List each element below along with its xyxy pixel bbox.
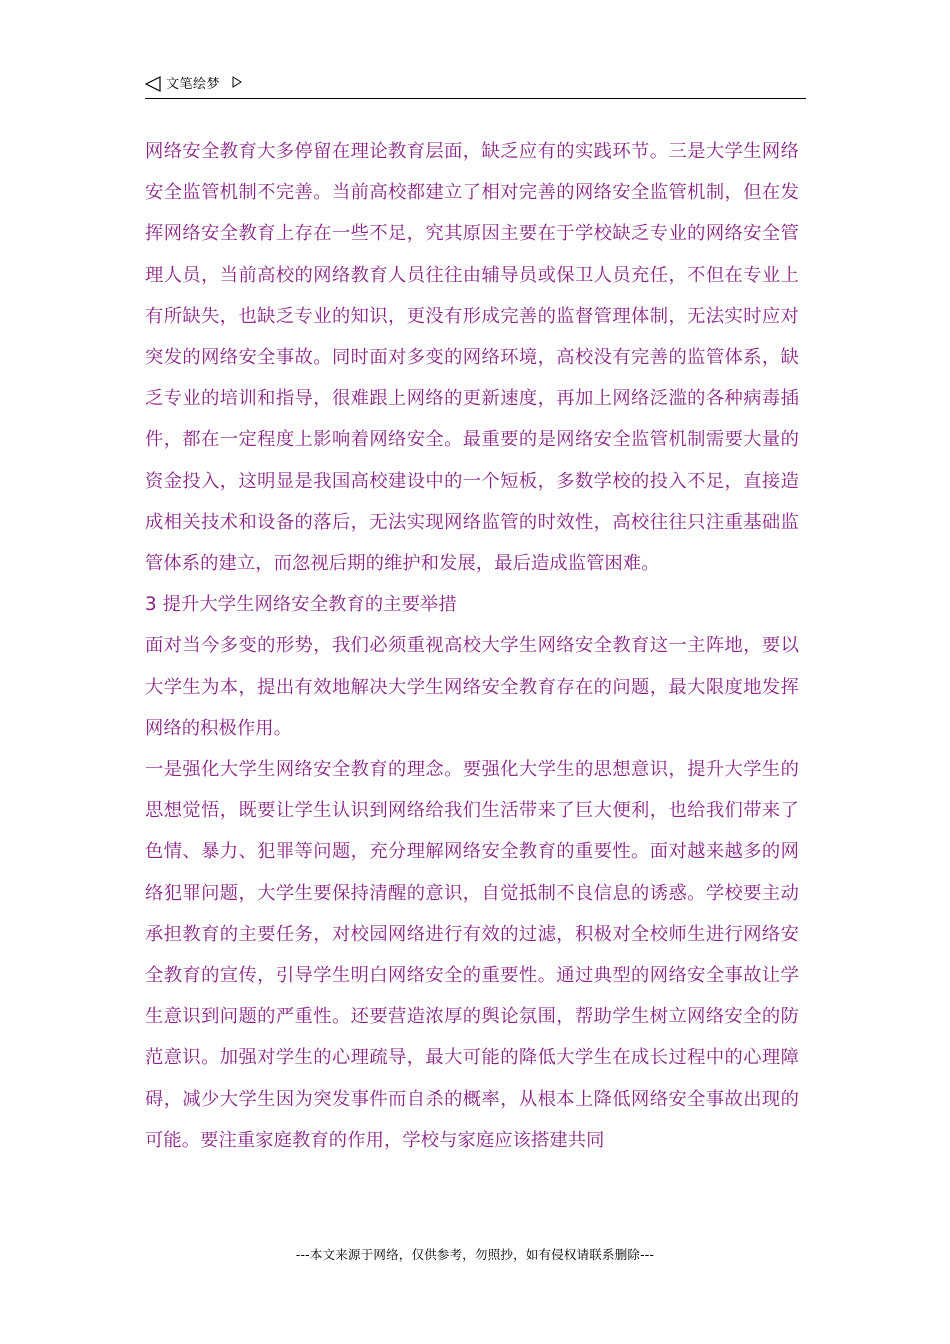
paragraph-monitoring-issues: 网络安全教育大多停留在理论教育层面，缺乏应有的实践环节。三是大学生网络安全监管机制不完善。当前高校都建立了相对完善的网络安全监管机制，但在发挥网络安全教育上存在一些不足，究其原因主要在于学校缺乏专业的网络安全管理人员，当前高校的网络教育人员往往由辅导员或保卫人员充任，不但在专业上有所缺失，也缺乏专业的知识，更没有形成完善的监督管理体制，无法实时应对突发的网络安全事故。同时面对多变的网络环境，高校没有完善的监管体系，缺乏专业的培训和指导，很难跟上网络的更新速度，再加上网络泛滥的各种病毒插件，都在一定程度上影响着网络安全。最重要的是网络安全监管机制需要大量的资金投入，这明显是我国高校建设中的一个短板，多数学校的投入不足，直接造成相关技术和设备的落后，无法实现网络监管的时效性，高校往往只注重基础监管体系的建立，而忽视后期的维护和发展，最后造成监管困难。 — [145, 141, 799, 575]
document-body — [145, 131, 799, 1161]
triangle-left-icon — [145, 76, 161, 92]
paragraph-intro-measures: 面对当今多变的形势，我们必须重视高校大学生网络安全教育这一主阵地，要以大学生为本，提出有效地解决大学生网络安全教育存在的问题，最大限度地发挥网络的积极作用。 — [145, 635, 799, 739]
page-footer: ---本文来源于网络，仅供参考，勿照抄，如有侵权请联系删除--- — [295, 1247, 655, 1262]
paragraph-strengthen-concept: 一是强化大学生网络安全教育的理念。要强化大学生的思想意识，提升大学生的思想觉悟，既要让学生认识到网络给我们生活带来了巨大便利，也给我们带来了色情、暴力、犯罪等问题，充分理解网络安全教育的重要性。面对越来越多的网络犯罪问题，大学生要保持清醒的意识，自觉抵制不良信息的诱惑。学校要主动承担教育的主要任务，对校园网络进行有效的过滤，积极对全校师生进行网络安全教育的宣传，引导学生明白网络安全的重要性。通过典型的网络安全事故让学生意识到问题的严重性。还要营造浓厚的舆论氛围，帮助学生树立网络安全的防范意识。加强对学生的心理疏导，最大可能的降低大学生在成长过程中的心理障碍，减少大学生因为突发事件而自杀的概率，从根本上降低网络安全事故出现的可能。要注重家庭教育的作用，学校与家庭应该搭建共同 — [145, 759, 799, 1151]
header-title: 文笔绘梦 — [166, 77, 221, 92]
triangle-right-icon — [232, 76, 242, 88]
section-heading: 3 提升大学生网络安全教育的主要举措 — [145, 594, 457, 616]
page-header — [145, 74, 806, 99]
